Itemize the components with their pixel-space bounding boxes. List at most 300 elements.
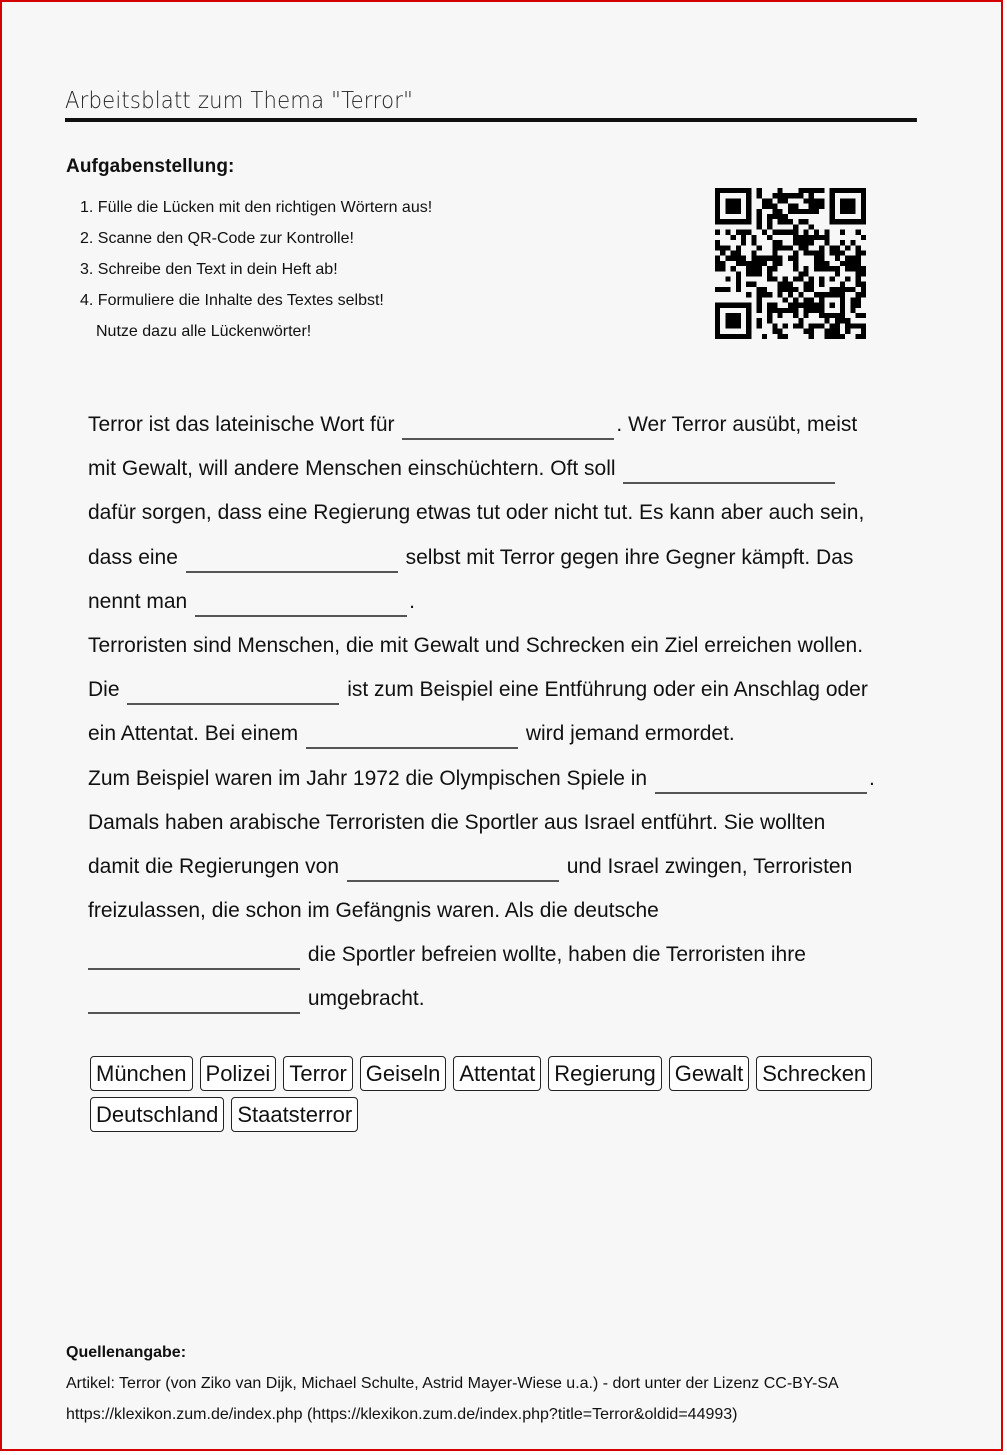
qr-module xyxy=(850,240,855,245)
qr-module xyxy=(725,188,730,193)
qr-module xyxy=(819,323,824,328)
qr-module xyxy=(725,334,730,339)
qr-module xyxy=(845,277,850,282)
qr-module xyxy=(751,250,756,255)
qr-module xyxy=(777,287,782,292)
qr-module xyxy=(720,261,725,266)
qr-module xyxy=(809,287,814,292)
qr-module xyxy=(731,256,736,261)
qr-module xyxy=(746,198,751,203)
qr-module xyxy=(850,308,855,313)
qr-module xyxy=(720,303,725,308)
qr-module xyxy=(798,240,803,245)
qr-module xyxy=(835,323,840,328)
qr-module xyxy=(861,334,866,339)
qr-module xyxy=(856,277,861,282)
word-chip[interactable]: Polizei xyxy=(200,1056,277,1091)
qr-module xyxy=(783,334,788,339)
qr-module xyxy=(814,198,819,203)
qr-module xyxy=(798,193,803,198)
qr-module xyxy=(856,266,861,271)
qr-module xyxy=(840,297,845,302)
qr-module xyxy=(793,256,798,261)
qr-module xyxy=(856,297,861,302)
qr-module xyxy=(772,329,777,334)
qr-module xyxy=(741,303,746,308)
qr-module xyxy=(777,188,782,193)
qr-module xyxy=(731,266,736,271)
qr-module xyxy=(850,198,855,203)
gap-blank[interactable] xyxy=(195,591,407,617)
qr-module xyxy=(835,292,840,297)
qr-module xyxy=(861,266,866,271)
qr-module xyxy=(861,235,866,240)
qr-module xyxy=(793,297,798,302)
qr-module xyxy=(814,303,819,308)
qr-module xyxy=(715,266,720,271)
word-chip[interactable]: Deutschland xyxy=(90,1097,224,1132)
qr-module xyxy=(715,193,720,198)
qr-module xyxy=(715,334,720,339)
qr-module xyxy=(814,250,819,255)
qr-module xyxy=(804,303,809,308)
qr-module xyxy=(804,245,809,250)
qr-module xyxy=(856,219,861,224)
qr-module xyxy=(793,204,798,209)
qr-module xyxy=(861,292,866,297)
word-chip[interactable]: München xyxy=(90,1056,193,1091)
qr-module xyxy=(788,256,793,261)
qr-module xyxy=(715,308,720,313)
qr-module xyxy=(767,277,772,282)
qr-module xyxy=(751,235,756,240)
qr-module xyxy=(725,198,730,203)
qr-module xyxy=(715,230,720,235)
qr-module xyxy=(772,230,777,235)
qr-module xyxy=(804,198,809,203)
qr-module xyxy=(731,204,736,209)
qr-module xyxy=(798,209,803,214)
qr-module xyxy=(861,329,866,334)
qr-module xyxy=(715,209,720,214)
text-segment: Die xyxy=(88,678,120,702)
qr-module xyxy=(762,334,767,339)
qr-module xyxy=(856,334,861,339)
qr-module xyxy=(830,198,835,203)
qr-module xyxy=(715,303,720,308)
text-segment: damit die Regierungen von xyxy=(88,854,339,878)
qr-module xyxy=(777,329,782,334)
qr-module xyxy=(830,266,835,271)
word-chip[interactable]: Terror xyxy=(283,1056,352,1091)
qr-module xyxy=(824,266,829,271)
qr-module xyxy=(741,188,746,193)
qr-module xyxy=(830,193,835,198)
qr-module xyxy=(736,256,741,261)
qr-module xyxy=(793,240,798,245)
qr-module xyxy=(767,198,772,203)
qr-module xyxy=(804,313,809,318)
qr-module xyxy=(757,245,762,250)
text-line xyxy=(88,536,898,580)
qr-module xyxy=(809,193,814,198)
qr-code-icon[interactable] xyxy=(715,188,866,339)
qr-module xyxy=(819,266,824,271)
gap-blank[interactable] xyxy=(127,679,339,705)
qr-module xyxy=(736,230,741,235)
qr-module xyxy=(746,204,751,209)
qr-module xyxy=(856,303,861,308)
word-chip[interactable]: Regierung xyxy=(548,1056,662,1091)
text-line xyxy=(88,403,898,447)
qr-module xyxy=(861,204,866,209)
qr-module xyxy=(772,256,777,261)
qr-module xyxy=(715,198,720,203)
qr-module xyxy=(777,282,782,287)
qr-module xyxy=(845,209,850,214)
qr-module xyxy=(783,214,788,219)
qr-module xyxy=(861,188,866,193)
qr-module xyxy=(772,214,777,219)
qr-module xyxy=(840,261,845,266)
qr-module xyxy=(840,303,845,308)
qr-module xyxy=(840,334,845,339)
qr-module xyxy=(830,188,835,193)
qr-module xyxy=(814,204,819,209)
qr-module xyxy=(809,329,814,334)
gap-blank[interactable] xyxy=(306,723,518,749)
qr-module xyxy=(809,235,814,240)
qr-module xyxy=(751,261,756,266)
gap-blank[interactable] xyxy=(88,944,300,970)
qr-module xyxy=(840,188,845,193)
qr-module xyxy=(845,261,850,266)
qr-module xyxy=(845,266,850,271)
qr-module xyxy=(788,292,793,297)
qr-module xyxy=(819,261,824,266)
qr-module xyxy=(850,303,855,308)
qr-module xyxy=(715,245,720,250)
qr-module xyxy=(725,313,730,318)
qr-module xyxy=(804,230,809,235)
qr-module xyxy=(757,214,762,219)
qr-module xyxy=(824,329,829,334)
qr-module xyxy=(861,219,866,224)
qr-module xyxy=(845,188,850,193)
qr-module xyxy=(819,256,824,261)
qr-module xyxy=(804,297,809,302)
qr-module xyxy=(788,209,793,214)
qr-module xyxy=(757,224,762,229)
qr-module xyxy=(746,282,751,287)
qr-module xyxy=(777,308,782,313)
qr-module xyxy=(715,219,720,224)
qr-module xyxy=(845,323,850,328)
qr-module xyxy=(736,261,741,266)
qr-module xyxy=(814,266,819,271)
qr-module xyxy=(783,287,788,292)
text-segment: . xyxy=(409,589,415,613)
qr-module xyxy=(777,193,782,198)
qr-module xyxy=(830,209,835,214)
qr-module xyxy=(777,240,782,245)
text-line xyxy=(88,845,898,889)
qr-module xyxy=(736,204,741,209)
qr-module xyxy=(715,287,720,292)
qr-module xyxy=(767,308,772,313)
qr-module xyxy=(798,323,803,328)
qr-module xyxy=(736,271,741,276)
qr-module xyxy=(788,204,793,209)
qr-module xyxy=(856,282,861,287)
qr-module xyxy=(720,334,725,339)
qr-module xyxy=(731,318,736,323)
text-line xyxy=(88,624,898,668)
qr-module xyxy=(809,308,814,313)
qr-module xyxy=(861,214,866,219)
qr-module xyxy=(861,287,866,292)
qr-module xyxy=(772,303,777,308)
qr-module xyxy=(783,230,788,235)
word-chip[interactable]: Staatsterror xyxy=(231,1097,358,1132)
text-segment: wird jemand ermordet. xyxy=(525,722,735,746)
qr-module xyxy=(804,240,809,245)
text-segment: umgebracht. xyxy=(307,987,425,1011)
gap-blank[interactable] xyxy=(88,988,300,1014)
qr-module xyxy=(736,334,741,339)
qr-module xyxy=(772,261,777,266)
qr-module xyxy=(767,318,772,323)
qr-module xyxy=(814,188,819,193)
qr-module xyxy=(824,318,829,323)
qr-module xyxy=(830,292,835,297)
qr-module xyxy=(720,287,725,292)
text-line xyxy=(88,889,898,933)
qr-module xyxy=(861,193,866,198)
qr-module xyxy=(819,297,824,302)
qr-module xyxy=(845,198,850,203)
text-line xyxy=(88,801,898,845)
qr-module xyxy=(793,308,798,313)
qr-module xyxy=(809,198,814,203)
qr-module xyxy=(840,292,845,297)
qr-module xyxy=(762,204,767,209)
word-chip[interactable]: Attentat xyxy=(453,1056,541,1091)
qr-module xyxy=(736,323,741,328)
gap-blank[interactable] xyxy=(655,768,867,794)
qr-module xyxy=(757,318,762,323)
qr-module xyxy=(746,308,751,313)
qr-module xyxy=(736,287,741,292)
text-line xyxy=(88,668,898,712)
text-segment: . Wer Terror ausübt, meist xyxy=(616,413,858,436)
qr-module xyxy=(783,198,788,203)
qr-module xyxy=(840,287,845,292)
qr-module xyxy=(830,277,835,282)
qr-module xyxy=(804,287,809,292)
qr-module xyxy=(772,193,777,198)
qr-module xyxy=(819,303,824,308)
qr-module xyxy=(767,303,772,308)
qr-module xyxy=(725,204,730,209)
qr-module xyxy=(715,214,720,219)
qr-module xyxy=(809,323,814,328)
qr-module xyxy=(736,245,741,250)
text-line xyxy=(88,933,898,977)
qr-module xyxy=(751,266,756,271)
qr-module xyxy=(861,313,866,318)
qr-module xyxy=(757,271,762,276)
qr-module xyxy=(819,282,824,287)
qr-module xyxy=(746,303,751,308)
qr-module xyxy=(772,204,777,209)
qr-module xyxy=(798,245,803,250)
qr-module xyxy=(809,204,814,209)
qr-module xyxy=(736,313,741,318)
qr-module xyxy=(736,209,741,214)
qr-module xyxy=(824,230,829,235)
qr-module xyxy=(783,245,788,250)
qr-module xyxy=(731,235,736,240)
word-chip[interactable]: Schrecken xyxy=(756,1056,872,1091)
qr-module xyxy=(757,323,762,328)
qr-module xyxy=(824,235,829,240)
qr-module xyxy=(861,323,866,328)
qr-module xyxy=(757,266,762,271)
qr-module xyxy=(861,271,866,276)
qr-module xyxy=(725,209,730,214)
qr-module xyxy=(793,266,798,271)
qr-module xyxy=(809,303,814,308)
qr-module xyxy=(731,209,736,214)
qr-module xyxy=(793,303,798,308)
qr-module xyxy=(814,230,819,235)
qr-module xyxy=(804,188,809,193)
qr-module xyxy=(830,334,835,339)
qr-module xyxy=(824,261,829,266)
qr-module xyxy=(736,303,741,308)
qr-module xyxy=(830,219,835,224)
qr-module xyxy=(819,250,824,255)
qr-module xyxy=(798,277,803,282)
qr-module xyxy=(856,313,861,318)
qr-module xyxy=(746,313,751,318)
qr-module xyxy=(731,323,736,328)
qr-module xyxy=(772,266,777,271)
gap-blank[interactable] xyxy=(186,547,398,573)
qr-module xyxy=(757,256,762,261)
qr-module xyxy=(850,297,855,302)
qr-module xyxy=(856,292,861,297)
qr-module xyxy=(840,209,845,214)
word-chip[interactable]: Gewalt xyxy=(669,1056,749,1091)
qr-module xyxy=(715,313,720,318)
qr-module xyxy=(746,209,751,214)
qr-module xyxy=(757,193,762,198)
qr-module xyxy=(777,198,782,203)
qr-module xyxy=(850,256,855,261)
qr-module xyxy=(835,245,840,250)
qr-module xyxy=(793,235,798,240)
qr-module xyxy=(772,250,777,255)
qr-module xyxy=(835,271,840,276)
qr-module xyxy=(798,219,803,224)
qr-module xyxy=(835,313,840,318)
qr-module xyxy=(814,209,819,214)
qr-module xyxy=(757,297,762,302)
qr-module xyxy=(840,230,845,235)
qr-module xyxy=(830,303,835,308)
qr-module xyxy=(715,256,720,261)
qr-module xyxy=(746,188,751,193)
qr-module xyxy=(819,245,824,250)
qr-module xyxy=(840,282,845,287)
qr-module xyxy=(850,287,855,292)
text-segment: Zum Beispiel waren im Jahr 1972 die Olympischen Spiele in xyxy=(88,766,648,790)
qr-module xyxy=(746,329,751,334)
text-segment: die Sportler befreien wollte, haben die Terroristen ihre xyxy=(307,943,806,967)
qr-module xyxy=(809,224,814,229)
qr-module xyxy=(793,224,798,229)
word-bank xyxy=(90,1056,890,1132)
qr-module xyxy=(793,323,798,328)
text-line xyxy=(88,757,898,801)
task-item: 1. Fülle die Lücken mit den richtigen Wörtern aus! xyxy=(80,199,433,216)
source-article: Artikel: Terror (von Ziko van Dijk, Michael Schulte, Astrid Mayer-Wiese u.a.) - dort unter der Lizenz CC-BY-SA xyxy=(66,1375,839,1392)
qr-module xyxy=(830,250,835,255)
qr-module xyxy=(767,235,772,240)
qr-module xyxy=(861,198,866,203)
qr-module xyxy=(751,240,756,245)
qr-module xyxy=(798,271,803,276)
qr-module xyxy=(788,282,793,287)
qr-module xyxy=(777,219,782,224)
gap-blank[interactable] xyxy=(347,856,559,882)
qr-module xyxy=(845,245,850,250)
qr-module xyxy=(767,313,772,318)
qr-module xyxy=(793,250,798,255)
qr-module xyxy=(746,266,751,271)
qr-module xyxy=(804,282,809,287)
qr-module xyxy=(783,219,788,224)
qr-module xyxy=(804,308,809,313)
qr-module xyxy=(741,235,746,240)
qr-module xyxy=(845,318,850,323)
qr-module xyxy=(772,323,777,328)
qr-module xyxy=(804,235,809,240)
qr-module xyxy=(725,287,730,292)
qr-module xyxy=(751,282,756,287)
gap-blank[interactable] xyxy=(623,458,835,484)
qr-module xyxy=(835,266,840,271)
gap-blank[interactable] xyxy=(402,414,614,440)
text-segment: ist zum Beispiel eine Entführung oder ein Anschlag oder xyxy=(347,678,868,702)
qr-module xyxy=(856,188,861,193)
source-link[interactable]: https://klexikon.zum.de/index.php (https://klexikon.zum.de/index.php?title=Terror&oldid=44993) xyxy=(66,1406,738,1423)
qr-module xyxy=(783,193,788,198)
word-chip[interactable]: Geiseln xyxy=(360,1056,447,1091)
text-line xyxy=(88,977,898,1021)
qr-module xyxy=(819,292,824,297)
qr-module xyxy=(809,334,814,339)
qr-module xyxy=(814,323,819,328)
qr-module xyxy=(731,303,736,308)
qr-module xyxy=(725,303,730,308)
qr-module xyxy=(777,230,782,235)
qr-module xyxy=(809,240,814,245)
qr-module xyxy=(861,282,866,287)
qr-module xyxy=(715,188,720,193)
